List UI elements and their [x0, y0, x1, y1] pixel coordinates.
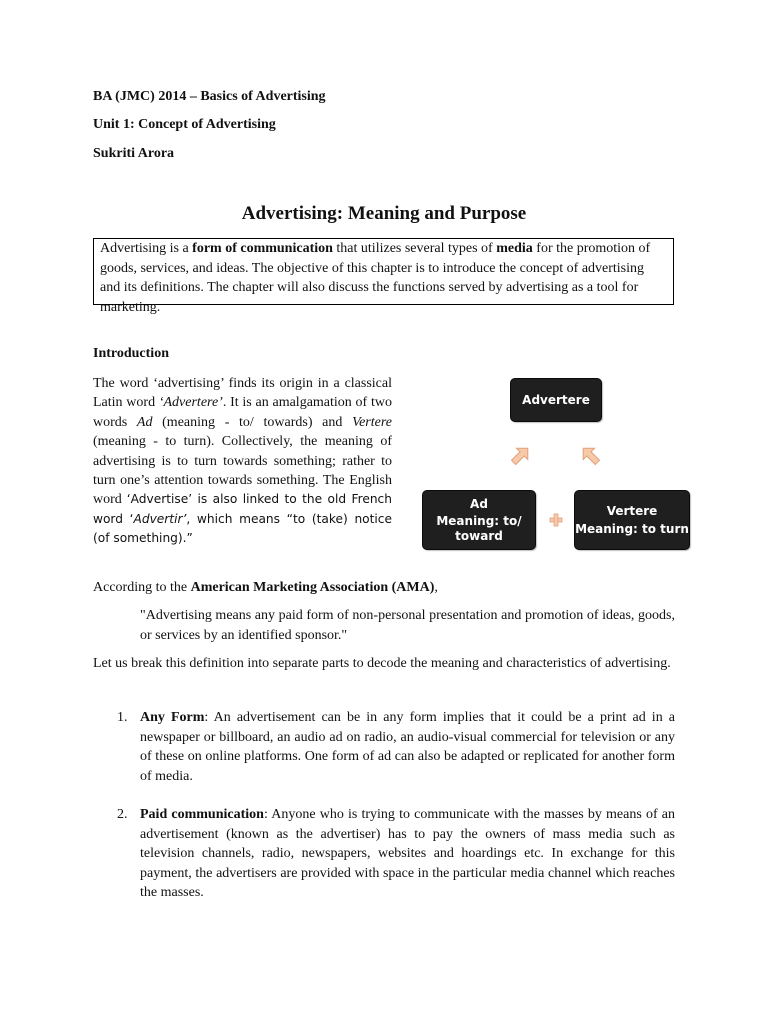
abstract-text: Advertising is a: [100, 241, 193, 256]
list-description: : An advertisement can be in any form implies that it could be a print ad in a newspaper or billboard, an audio ad on radio, an audio-visual commercial for television or any of these on online platforms. One form of ad can also be adapted or replicated for another form of media.: [140, 710, 675, 784]
ama-text: According to the: [93, 580, 191, 595]
list-number: 2.: [117, 807, 128, 822]
arrow-up-left-icon: [578, 443, 603, 468]
ama-name: American Marketing Association (AMA): [190, 580, 435, 595]
diagram-label-ad-meaning-2: toward: [455, 528, 503, 543]
diagram-label-vertere-meaning: Meaning: to turn: [575, 521, 689, 536]
diagram-label-ad: Ad: [470, 496, 488, 511]
intro-text: . It is an amalgamation of two words: [93, 395, 392, 430]
plus-icon: [550, 514, 562, 526]
diagram-label-vertere: Vertere: [606, 503, 658, 518]
intro-text: ‘Advertise’ is also linked to the old French word ‘: [93, 492, 392, 526]
abstract-term-media: media: [496, 241, 533, 256]
ama-text: ,: [434, 580, 438, 595]
ama-intro-line: [93, 578, 675, 598]
ama-definition-quote: "Advertising means any paid form of non-personal presentation and promotion of ideas, goods, or services by an identified sponsor.": [140, 608, 675, 643]
introduction-paragraph: [93, 374, 392, 549]
intro-text: The word ‘advertising’ finds its origin in a classical Latin word: [93, 376, 392, 411]
intro-term-advertere: ‘Advertere’: [158, 395, 223, 411]
breakdown-paragraph: Let us break this definition into separate parts to decode the meaning and characteristics of advertising.: [93, 656, 671, 671]
diagram-arrows: [410, 370, 700, 560]
list-term: Any Form: [140, 710, 205, 725]
diagram-label-ad-meaning: Meaning: to/: [436, 513, 522, 528]
section-heading-introduction: Introduction: [93, 346, 169, 361]
intro-text: (meaning - to/ towards) and: [152, 414, 353, 430]
arrow-up-right-icon: [508, 443, 533, 468]
course-line: BA (JMC) 2014 – Basics of Advertising: [93, 89, 326, 104]
list-text: [140, 805, 675, 903]
abstract-text: that utilizes several types of: [332, 241, 497, 256]
author-line: Sukriti Arora: [93, 146, 175, 161]
list-number: 1.: [117, 710, 128, 725]
etymology-diagram: [410, 370, 700, 560]
intro-term-advertir: Advertir’: [133, 511, 187, 526]
intro-text: , which means “to (take) notice (of something).”: [93, 511, 392, 546]
list-text: [140, 708, 675, 786]
diagram-label-advertere: Advertere: [522, 392, 590, 407]
intro-term-ad: Ad: [136, 414, 153, 430]
unit-line: Unit 1: Concept of Advertising: [93, 117, 276, 132]
abstract-box: [93, 238, 674, 315]
intro-term-vertere: Vertere: [352, 414, 392, 430]
abstract-text: for the promotion of goods, services, and ideas. The objective of this chapter is to introduce the concept of advertising and its definitions. The chapter will also discuss the functions served by advertising as a tool for marketing.: [100, 241, 651, 315]
list-description: : Anyone who is trying to communicate with the masses by means of an advertisement (known as the advertiser) has to pay the owners of mass media such as television channels, radio, newspapers, websites and hoardings etc. In exchange for this payment, the advertisers are provided with space in the particular media channel which reaches the masses.: [140, 807, 676, 900]
abstract-term-communication: form of communication: [192, 241, 333, 256]
intro-text: (meaning - to turn). Collectively, the meaning of advertising is to turn towards something; rather to turn one’s attention towards something. The English word: [93, 434, 392, 508]
list-term: Paid communication: [140, 807, 264, 822]
page-title: Advertising: Meaning and Purpose: [241, 203, 527, 224]
